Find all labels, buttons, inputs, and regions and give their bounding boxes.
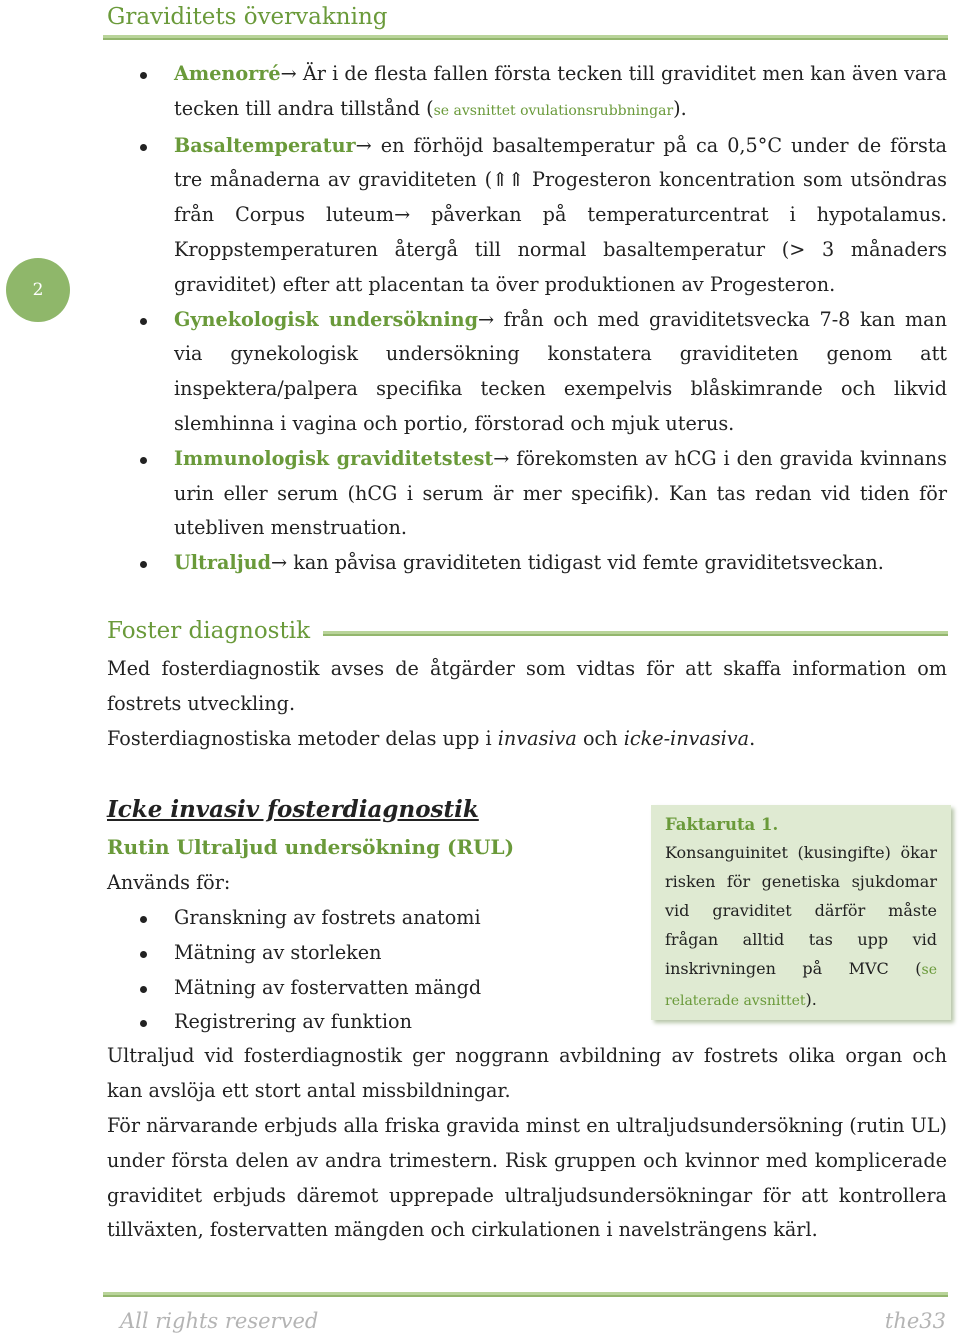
- section-divider: [323, 631, 948, 636]
- page-number: 2: [32, 280, 44, 300]
- list-item: Registrering av funktion: [107, 1005, 627, 1040]
- text: och: [576, 727, 624, 750]
- list-item: [107, 129, 947, 303]
- emphasis: invasiva: [497, 727, 577, 750]
- text: ).: [805, 990, 817, 1009]
- fact-box-text: [665, 838, 937, 1016]
- paragraph: Används för:: [107, 871, 231, 894]
- paragraph: För närvarande erbjuds alla friska gravida minst en ultraljudsundersökning (rutin UL) under första delen av andra trimestern. Risk gruppen och kvinnor med komplicerade graviditet erbjuds däremot upprepade ultraljudsundersökningar för att kontrollera tillväxten, fostervatten mängden och cirkulationen i navelsträngens kärl.: [107, 1114, 947, 1242]
- list-item: [107, 303, 947, 442]
- page-number-badge: [6, 258, 70, 322]
- paragraph: [107, 722, 947, 757]
- footer-divider: [103, 1292, 948, 1297]
- list-item: Mätning av fostervatten mängd: [107, 971, 627, 1006]
- term: Gynekologisk undersökning: [174, 307, 478, 331]
- item-text: Är i de flesta fallen första tecken till graviditet men kan även vara tecken till andra tillstånd (: [174, 62, 947, 120]
- arrow-icon: →: [271, 551, 288, 575]
- subsection-subtitle: Rutin Ultraljud undersökning (RUL): [107, 835, 515, 859]
- text: Konsanguinitet (kusingifte) ökar risken för genetiska sjukdomar vid graviditet därför måste frågan alltid tas upp vid inskrivningen på MVC (: [665, 843, 937, 978]
- footer-copyright: All rights reserved: [120, 1309, 319, 1333]
- list-item: [107, 442, 947, 546]
- term: Basaltemperatur: [174, 133, 356, 157]
- item-text: påverkan på temperaturcentrat i hypotalamus. Kroppstemperaturen återgå till normal basaltemperatur (> 3 månaders graviditet) efter att placentan ta över produktionen av Progesteron.: [174, 203, 947, 296]
- item-text: en förhöjd basaltemperatur på ca 0,5°C under de första tre månaderna av graviditeten (⇑⇑ Progesteron koncentration som utsöndras från Corpus luteum: [174, 133, 947, 227]
- pregnancy-signs-list: [107, 57, 947, 581]
- emphasis: icke-invasiva: [623, 727, 750, 750]
- reference-note: se relaterade avsnittet: [665, 962, 937, 1009]
- fact-box-title: Faktaruta 1.: [665, 815, 779, 834]
- paragraph: Med fosterdiagnostik avses de åtgärder som vidtas för att skaffa information om fostrets utveckling.: [107, 657, 947, 715]
- arrow-icon: →: [493, 446, 510, 470]
- paragraph: Ultraljud vid fosterdiagnostik ger noggrann avbildning av fostrets olika organ och kan avslöja ett stort antal missbildningar.: [107, 1044, 947, 1102]
- list-item: Granskning av fostrets anatomi: [107, 901, 627, 936]
- fact-box: [651, 805, 951, 1020]
- list-item: Mätning av storleken: [107, 936, 627, 971]
- text: .: [749, 727, 756, 750]
- section-title: Graviditets övervakning: [107, 4, 388, 30]
- term: Immunologisk graviditetstest: [174, 446, 494, 470]
- item-text: förekomsten av hCG i den gravida kvinnans urin eller serum (hCG i serum är mer specifik). Kan tas redan vid tiden för utebliven menstruation.: [174, 446, 948, 540]
- reference-note: se avsnittet ovulationsrubbningar: [433, 102, 674, 119]
- arrow-icon: →: [477, 307, 495, 331]
- footer-author: the33: [884, 1309, 946, 1333]
- list-item: [107, 57, 947, 129]
- subsection-title: Icke invasiv fosterdiagnostik: [107, 796, 479, 823]
- section-title: Foster diagnostik: [107, 618, 311, 644]
- list-item: [107, 546, 947, 581]
- term: Ultraljud: [174, 551, 272, 575]
- text: Fosterdiagnostiska metoder delas upp i: [107, 727, 498, 750]
- term: Amenorré: [174, 62, 281, 85]
- arrow-icon: →: [280, 62, 297, 85]
- arrow-icon: →: [355, 133, 372, 157]
- item-tail: ).: [673, 96, 687, 120]
- arrow-icon: →: [394, 203, 411, 227]
- item-text: från och med graviditetsvecka 7-8 kan man via gynekologisk undersökning konstatera graviditeten genom att inspektera/palpera specifika tecken exempelvis blåskimrande och likvid slemhinna i vagina och portio, förstorad och mjuk uterus.: [174, 307, 947, 435]
- item-text: kan påvisa graviditeten tidigast vid femte graviditetsveckan.: [287, 551, 884, 575]
- uses-list: [107, 901, 627, 1040]
- section-divider: [103, 35, 948, 40]
